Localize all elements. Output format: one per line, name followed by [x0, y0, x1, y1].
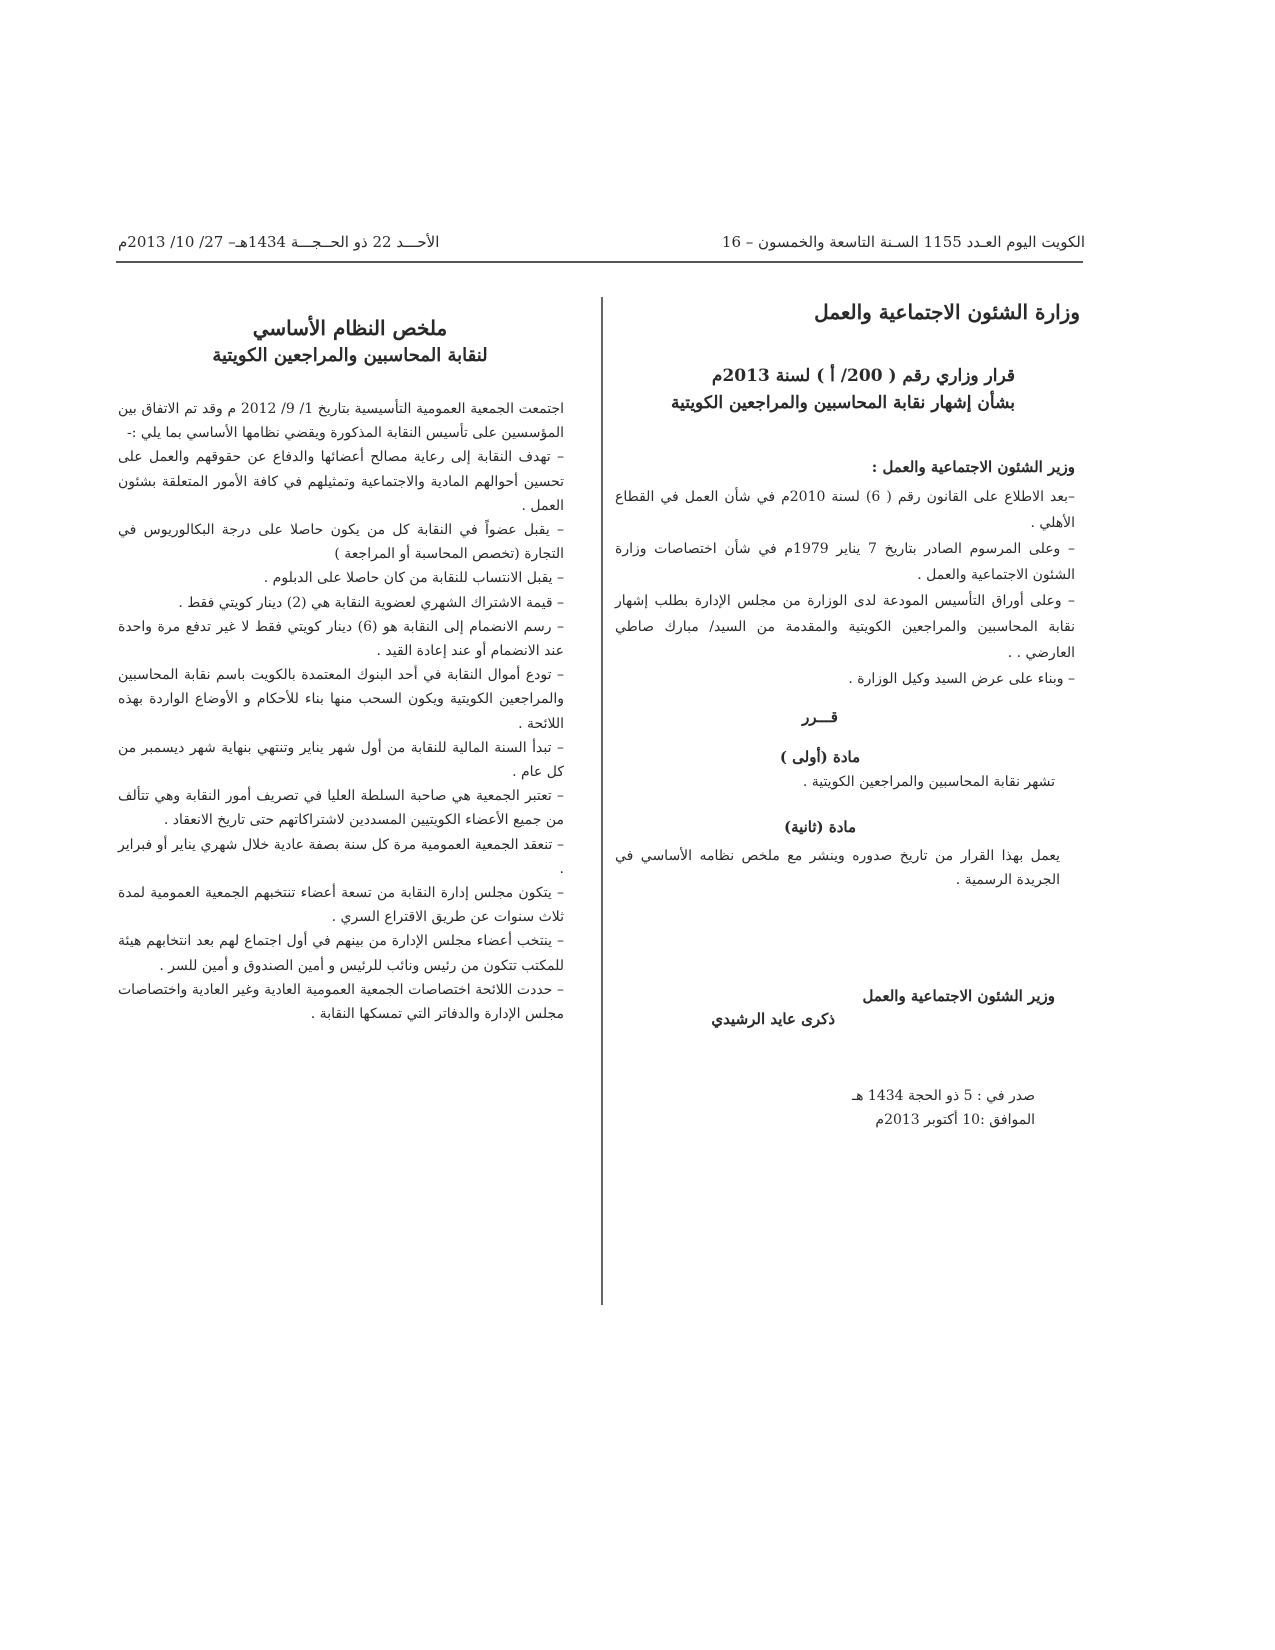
preamble-item: –بعد الاطلاع على القانون رقم ( 6) لسنة 2010م في شأن العمل في القطاع الأهلي . [615, 489, 1075, 531]
summary-paragraph: – رسم الانضمام إلى النقابة هو (6) دينار كويتي فقط لا غير تدفع مرة واحدة عند الانضمام أو عند إعادة القيد . [118, 618, 564, 660]
article1-text: تشهر نقابة المحاسبين والمراجعين الكويتية . [802, 774, 1055, 790]
minister-heading: وزير الشئون الاجتماعية والعمل : [871, 458, 1075, 476]
decision-title [615, 363, 1015, 417]
summary-paragraph: – ينتخب أعضاء مجلس الإدارة من بينهم في أول اجتماع لهم بعد انتخابهم هيئة للمكتب تتكون من رئيس ونائب للرئيس و أمين الصندوق و أمين للسر . [118, 933, 564, 974]
summary-paragraph: اجتمعت الجمعية العمومية التأسيسية بتاريخ 1/ 9/ 2012 م وقد تم الاتفاق بين المؤسسين على تأسيس النقابة المذكورة ويقضي نظامها الأساسي بما يلي :- [118, 401, 565, 442]
article2-text: يعمل بهذا القرار من تاريخ صدوره وينشر مع ملخص نظامه الأساسي في الجريدة الرسمية . [615, 848, 1060, 888]
summary-body [118, 397, 564, 1026]
decision-preamble [615, 484, 1075, 692]
issued-date-hijri: صدر في : 5 ذو الحجة 1434 هـ [851, 1088, 1035, 1104]
summary-title: ملخص النظام الأساسي [252, 316, 448, 340]
column-divider [601, 297, 603, 1305]
preamble-item: – وعلى المرسوم الصادر بتاريخ 7 يناير 1979م في شأن اختصاصات وزارة الشئون الاجتماعية والعمل . [615, 541, 1075, 583]
summary-paragraph: – تودع أموال النقابة في أحد البنوك المعتمدة بالكويت باسم نقابة المحاسبين والمراجعين الكويتية ويكون السحب منها بناء للأحكام و الأوضاع الواردة بهذه اللائحة . [118, 667, 564, 732]
header-date: الأحـــد 22 ذو الحــجـــة 1434هـ– 27/ 10/ 2013م [118, 233, 440, 251]
article2-title: مادة (ثانية) [783, 818, 857, 836]
summary-paragraph: – تنعقد الجمعية العمومية مرة كل سنة بصفة عادية خلال شهري يناير أو فبراير . [118, 836, 564, 877]
ministry-name: وزارة الشئون الاجتماعية والعمل [814, 300, 1080, 324]
header-divider [116, 261, 1083, 263]
decision-title-line1: قرار وزاري رقم ( 200/ أ ) لسنة 2013م [711, 366, 1015, 386]
summary-paragraph: – حددت اللائحة اختصاصات الجمعية العمومية العادية وغير العادية واختصاصات مجلس الإدارة والدفاتر التي تمسكها النقابة . [118, 981, 564, 1023]
article1-title: مادة (أولى ) [779, 748, 861, 766]
issued-date-gregorian: الموافق :10 أكتوبر 2013م [875, 1112, 1035, 1128]
summary-paragraph: – يقبل عضواً في النقابة كل من يكون حاصلا على درجة البكالوريوس في التجارة (تخصص المحاسبة أو المراجعة ) [118, 522, 564, 563]
preamble-item: – وبناء على عرض السيد وكيل الوزارة . [848, 671, 1075, 687]
summary-paragraph: – تعتبر الجمعية هي صاحبة السلطة العليا في تصريف أمور النقابة وهي تتألف من جميع الأعضاء الكويتيين المسددين لاشتراكاتهم حتى تاريخ الانعقاد . [118, 788, 564, 829]
signature-title: وزير الشئون الاجتماعية والعمل [862, 987, 1055, 1005]
summary-paragraph: – يتكون مجلس إدارة النقابة من تسعة أعضاء تنتخبهم الجمعية العمومية لمدة ثلاث سنوات عن طريق الاقتراع السري . [118, 885, 564, 926]
signature-name: ذكرى عايد الرشيدي [711, 1010, 835, 1028]
header-issue-info: الكويت اليوم العـدد 1155 السـنة التاسعة والخمسون – 16 [721, 233, 1085, 251]
summary-subtitle: لنقابة المحاسبين والمراجعين الكويتية [212, 345, 488, 366]
decision-title-line2: بشأن إشهار نقابة المحاسبين والمراجعين الكويتية [670, 393, 1015, 413]
decided-heading: قـــرر [802, 708, 838, 726]
preamble-item: – وعلى أوراق التأسيس المودعة لدى الوزارة من مجلس الإدارة بطلب إشهار نقابة المحاسبين والمراجعين الكويتية والمقدمة من السيد/ مبارك صاطي العارضي . . [615, 593, 1075, 661]
summary-paragraph: – قيمة الاشتراك الشهري لعضوية النقابة هي (2) دينار كويتي فقط . [178, 594, 564, 611]
summary-paragraph: – تهدف النقابة إلى رعاية مصالح أعضائها والدفاع عن حقوقهم والعمل على تحسين أحوالهم المادية والاجتماعية وتمثيلهم في كافة الأمور المتعلقة بشئون العمل . [118, 449, 564, 514]
summary-paragraph: – يقبل الانتساب للنقابة من كان حاصلا على الدبلوم . [263, 570, 564, 587]
summary-paragraph: – تبدأ السنة المالية للنقابة من أول شهر يناير وتنتهي بنهاية شهر ديسمبر من كل عام . [118, 739, 564, 781]
